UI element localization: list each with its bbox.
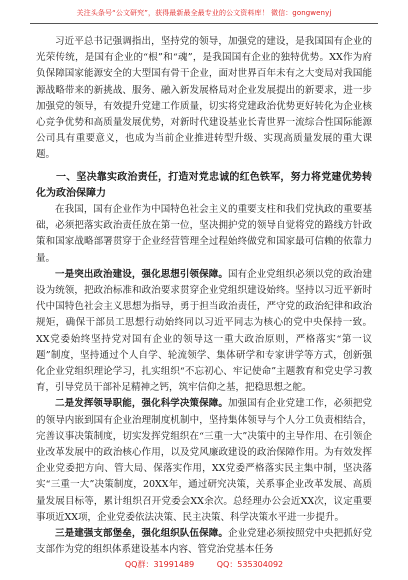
paragraph-intro: 习近平总书记强调指出，坚持党的领导，加强党的建设，是我国国有企业的光荣传统，是国有企业的“根”和“魂”，是我国国有企业的独特优势。XX作为府负保障国家能源安全的大型国有骨干企业，面对世界百年未有之大变局对我国能源战略带来的新挑战、服务、融入新发展格局对企业发展提出的新要求，进一步加强党的领导，有效提升党建工作质量，切实将党建政治优势更好转化为企业核心竞争优势和高质量发展优势，对新时代建设基业长青世界一流综合性国际能源公司具有重要意义，也成为当前企业推进转型升级、实现高质量发展的重大课题。 bbox=[36, 36, 372, 161]
footer-qq-group: QQ群：31991489 bbox=[124, 560, 195, 569]
page-footer bbox=[0, 559, 408, 570]
document-body bbox=[36, 34, 372, 559]
point-3-text: 企业党建必须按照党中央把抓好党支部作为党的组织体系建设基本内容、管党治党基本任务 bbox=[36, 528, 372, 556]
point-1-lead: 一是突出政治建设，强化思想引领保障。 bbox=[55, 268, 228, 280]
point-1-text: 国有企业党组织必须以党的政治建设为统领，把政治标准和政治要求贯穿企业党组织建设始终。坚持以习近平新时代中国特色社会主义思想为指导，勇于担当政治责任，严守党的政治纪律和政治规矩，确保干部员工思想行动始终同以习近平同志为核心的党中央保持一致。XX党委始终坚持党对国有企业的领导这一重大政治原则，严格落实“第一议题”制度，坚持通过个人自学、轮流领学、集体研学和专家讲学等方式，创新强化企业党组织理论学习，扎实组织“不忘初心、牢记使命”主题教育和党史学习教育，引导党员干部补足精神之钙，筑牢信仰之基，把稳思想之舵。 bbox=[36, 268, 372, 394]
paragraph-point-2 bbox=[36, 396, 372, 526]
paragraph-section-1: 在我国，国有企业作为中国特色社会主义的重要支柱和我们党执政的重要基础，必须把落实政治责任放在第一位，坚决拥护党的领导自觉将党的路线方针政策和国家战略部署贯穿于企业经营管理全过程始终做党和国家最可信赖的依靠力量。 bbox=[36, 204, 372, 264]
header-rule bbox=[30, 23, 378, 24]
point-2-text: 加强国有企业党建工作，必须把党的领导内嵌到国有企业治理制度机制中，坚持集体领导与个人分工负责相结合，完善议事决策制度，切实发挥党组织在“三重一大”决策中的主导作用、在引领企业改革发展中的政治核心作用，以及党风廉政建设的政治保障作用。为有效发挥企业党委把方向、管大局、保落实作用，XX党委严格落实民主集中制，坚决落实“三重一大”决策制度，20XX年，通过研究决策，关系事企业改革发展、高质量发展目标等，累计组织召开党委会XX余次。总经理办公会近XX次，议定重要事项近XX项，企业党委依法决策、民主决策、科学决策水平进一步提升。 bbox=[36, 398, 372, 523]
footer-qq: QQ：535304092 bbox=[216, 560, 284, 569]
point-3-lead: 三是建强支部堡垒，强化组织队伍保障。 bbox=[55, 528, 228, 540]
section-heading-1: 一、坚决靠实政治责任，打造对党忠诚的红色铁军，努力将党建优势转化为政治保障力 bbox=[36, 171, 372, 199]
paragraph-point-1 bbox=[36, 267, 372, 397]
page-header: 关注头条号“公文研究”，获得最新最全最专业的公文资料库！ 微信：gongwenyj bbox=[76, 9, 332, 17]
point-2-lead: 二是发挥领导职能，强化科学决策保障。 bbox=[55, 398, 228, 410]
paragraph-point-3 bbox=[36, 526, 372, 558]
